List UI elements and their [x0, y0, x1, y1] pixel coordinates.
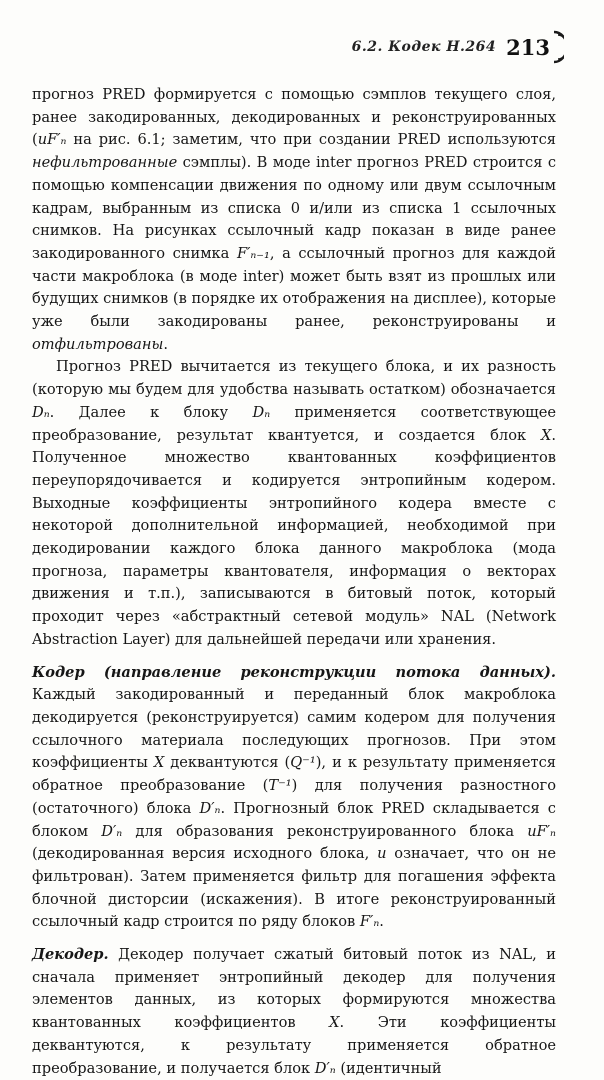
- emphasis: нефильтрованные: [32, 154, 178, 172]
- math-symbol: u: [377, 845, 387, 863]
- section-heading: Декодер.: [32, 946, 109, 964]
- math-symbol: T⁻¹: [268, 777, 292, 795]
- math-symbol: X: [540, 426, 552, 444]
- paragraph: [32, 662, 556, 934]
- text-run: (декодированная версия исходного блока,: [32, 845, 378, 863]
- text-run: применяется соответствующее преобразование, результат квантуется, и создается блок: [32, 403, 556, 444]
- text-run: , а ссылочный прогноз для каждой части макроблока (в моде inter) может быть взят из прошлых или будущих снимков (в порядке их отображения на дисплее), которые уже были закодированы ранее, реконструированы и: [32, 244, 557, 331]
- text-run: Декодер получает сжатый битовый поток из NAL, и сначала применяет энтропийный декодер для получения элементов данных, из которых формируются множества квантованных коэффициентов: [32, 946, 556, 1032]
- math-symbol: uF′ₙ: [527, 822, 556, 840]
- text-run: . Полученное множество квантованных коэффициентов переупорядочивается и кодируется энтропийным кодером. Выходные коэффициенты энтропийного кодера вместе с некоторой дополнительной информацией, необходимой при декодировании каждого блока данного макроблока (мода прогноза, параметры квантователя, информация о векторах движения и т.п.), записываются в битовый поток, который проходит через «абстрактный сетевой модуль» NAL (Network Abstraction Layer) для дальнейшей передачи или хранения.: [32, 426, 556, 648]
- text-run: .: [163, 335, 168, 353]
- text-run: .: [379, 913, 384, 931]
- math-symbol: Dₙ: [252, 403, 271, 421]
- math-symbol: X: [329, 1014, 340, 1032]
- text-run: Прогноз PRED вычитается из текущего блока, и их разность (которую мы будем для удобства называть остатком) обозначается: [32, 358, 556, 399]
- text-run: ) для получения разностного (остаточного) блока: [32, 777, 556, 817]
- text-run: Каждый закодированный и переданный блок макроблока декодируется (реконструируется) самим кодером для получения ссылочного материала последующих прогнозов. При этом коэффициенты: [32, 686, 556, 772]
- running-head: 6.2. Кодек H.264: [351, 39, 497, 55]
- math-symbol: Q⁻¹: [290, 754, 316, 772]
- paragraph: [32, 356, 556, 651]
- page-number: 213: [506, 34, 550, 60]
- math-symbol: F′ₙ₋₁: [236, 244, 270, 262]
- paragraph: [32, 944, 556, 1080]
- text-run: прогноз PRED формируется с помощью сэмплов текущего слоя, ранее закодированных, декодированных и реконструированных (: [32, 86, 556, 149]
- text-run: для образования реконструированного блока: [122, 822, 528, 840]
- text-run: . Эти коэффициенты деквантуются, к результату применяется обратное преобразование, и получается блок: [32, 1014, 557, 1077]
- math-symbol: X: [153, 754, 165, 772]
- body-text: [32, 84, 556, 1080]
- text-run: ), и к результату применяется обратное преобразование (: [32, 754, 556, 795]
- math-symbol: D′ₙ: [314, 1059, 336, 1077]
- page-number-arc-icon: [552, 30, 564, 64]
- text-run: (идентичный: [335, 1059, 442, 1077]
- math-symbol: D′ₙ: [199, 799, 221, 817]
- math-symbol: D′ₙ: [101, 822, 123, 840]
- math-symbol: Dₙ: [32, 403, 50, 421]
- emphasis: отфильтрованы: [32, 335, 164, 353]
- text-run: сэмплы). В моде inter прогноз PRED строится с помощью компенсации движения по одному или двум ссылочным кадрам, выбранным из списка 0 и/или из списка 1 ссылочных снимков. На рисунках ссылочный кадр показан в виде ранее закодированного снимка: [32, 154, 556, 262]
- text-run: на рис. 6.1; заметим, что при создании PRED используются: [66, 131, 556, 149]
- text-run: деквантуются (: [164, 754, 291, 772]
- section-heading: Кодер (направление реконструкции потока данных).: [32, 663, 556, 681]
- text-run: . Прогнозный блок PRED складывается с блоком: [32, 799, 556, 840]
- page-header: [352, 30, 564, 64]
- text-run: означает, что он не фильтрован). Затем применяется фильтр для погашения эффекта блочной дисторсии (искажения). В итоге реконструированный ссылочный кадр строится по ряду блоков: [32, 845, 556, 931]
- math-symbol: F′ₙ: [359, 913, 380, 931]
- math-symbol: uF′ₙ: [37, 131, 67, 149]
- paragraph: [32, 84, 556, 356]
- text-run: . Далее к блоку: [49, 403, 253, 421]
